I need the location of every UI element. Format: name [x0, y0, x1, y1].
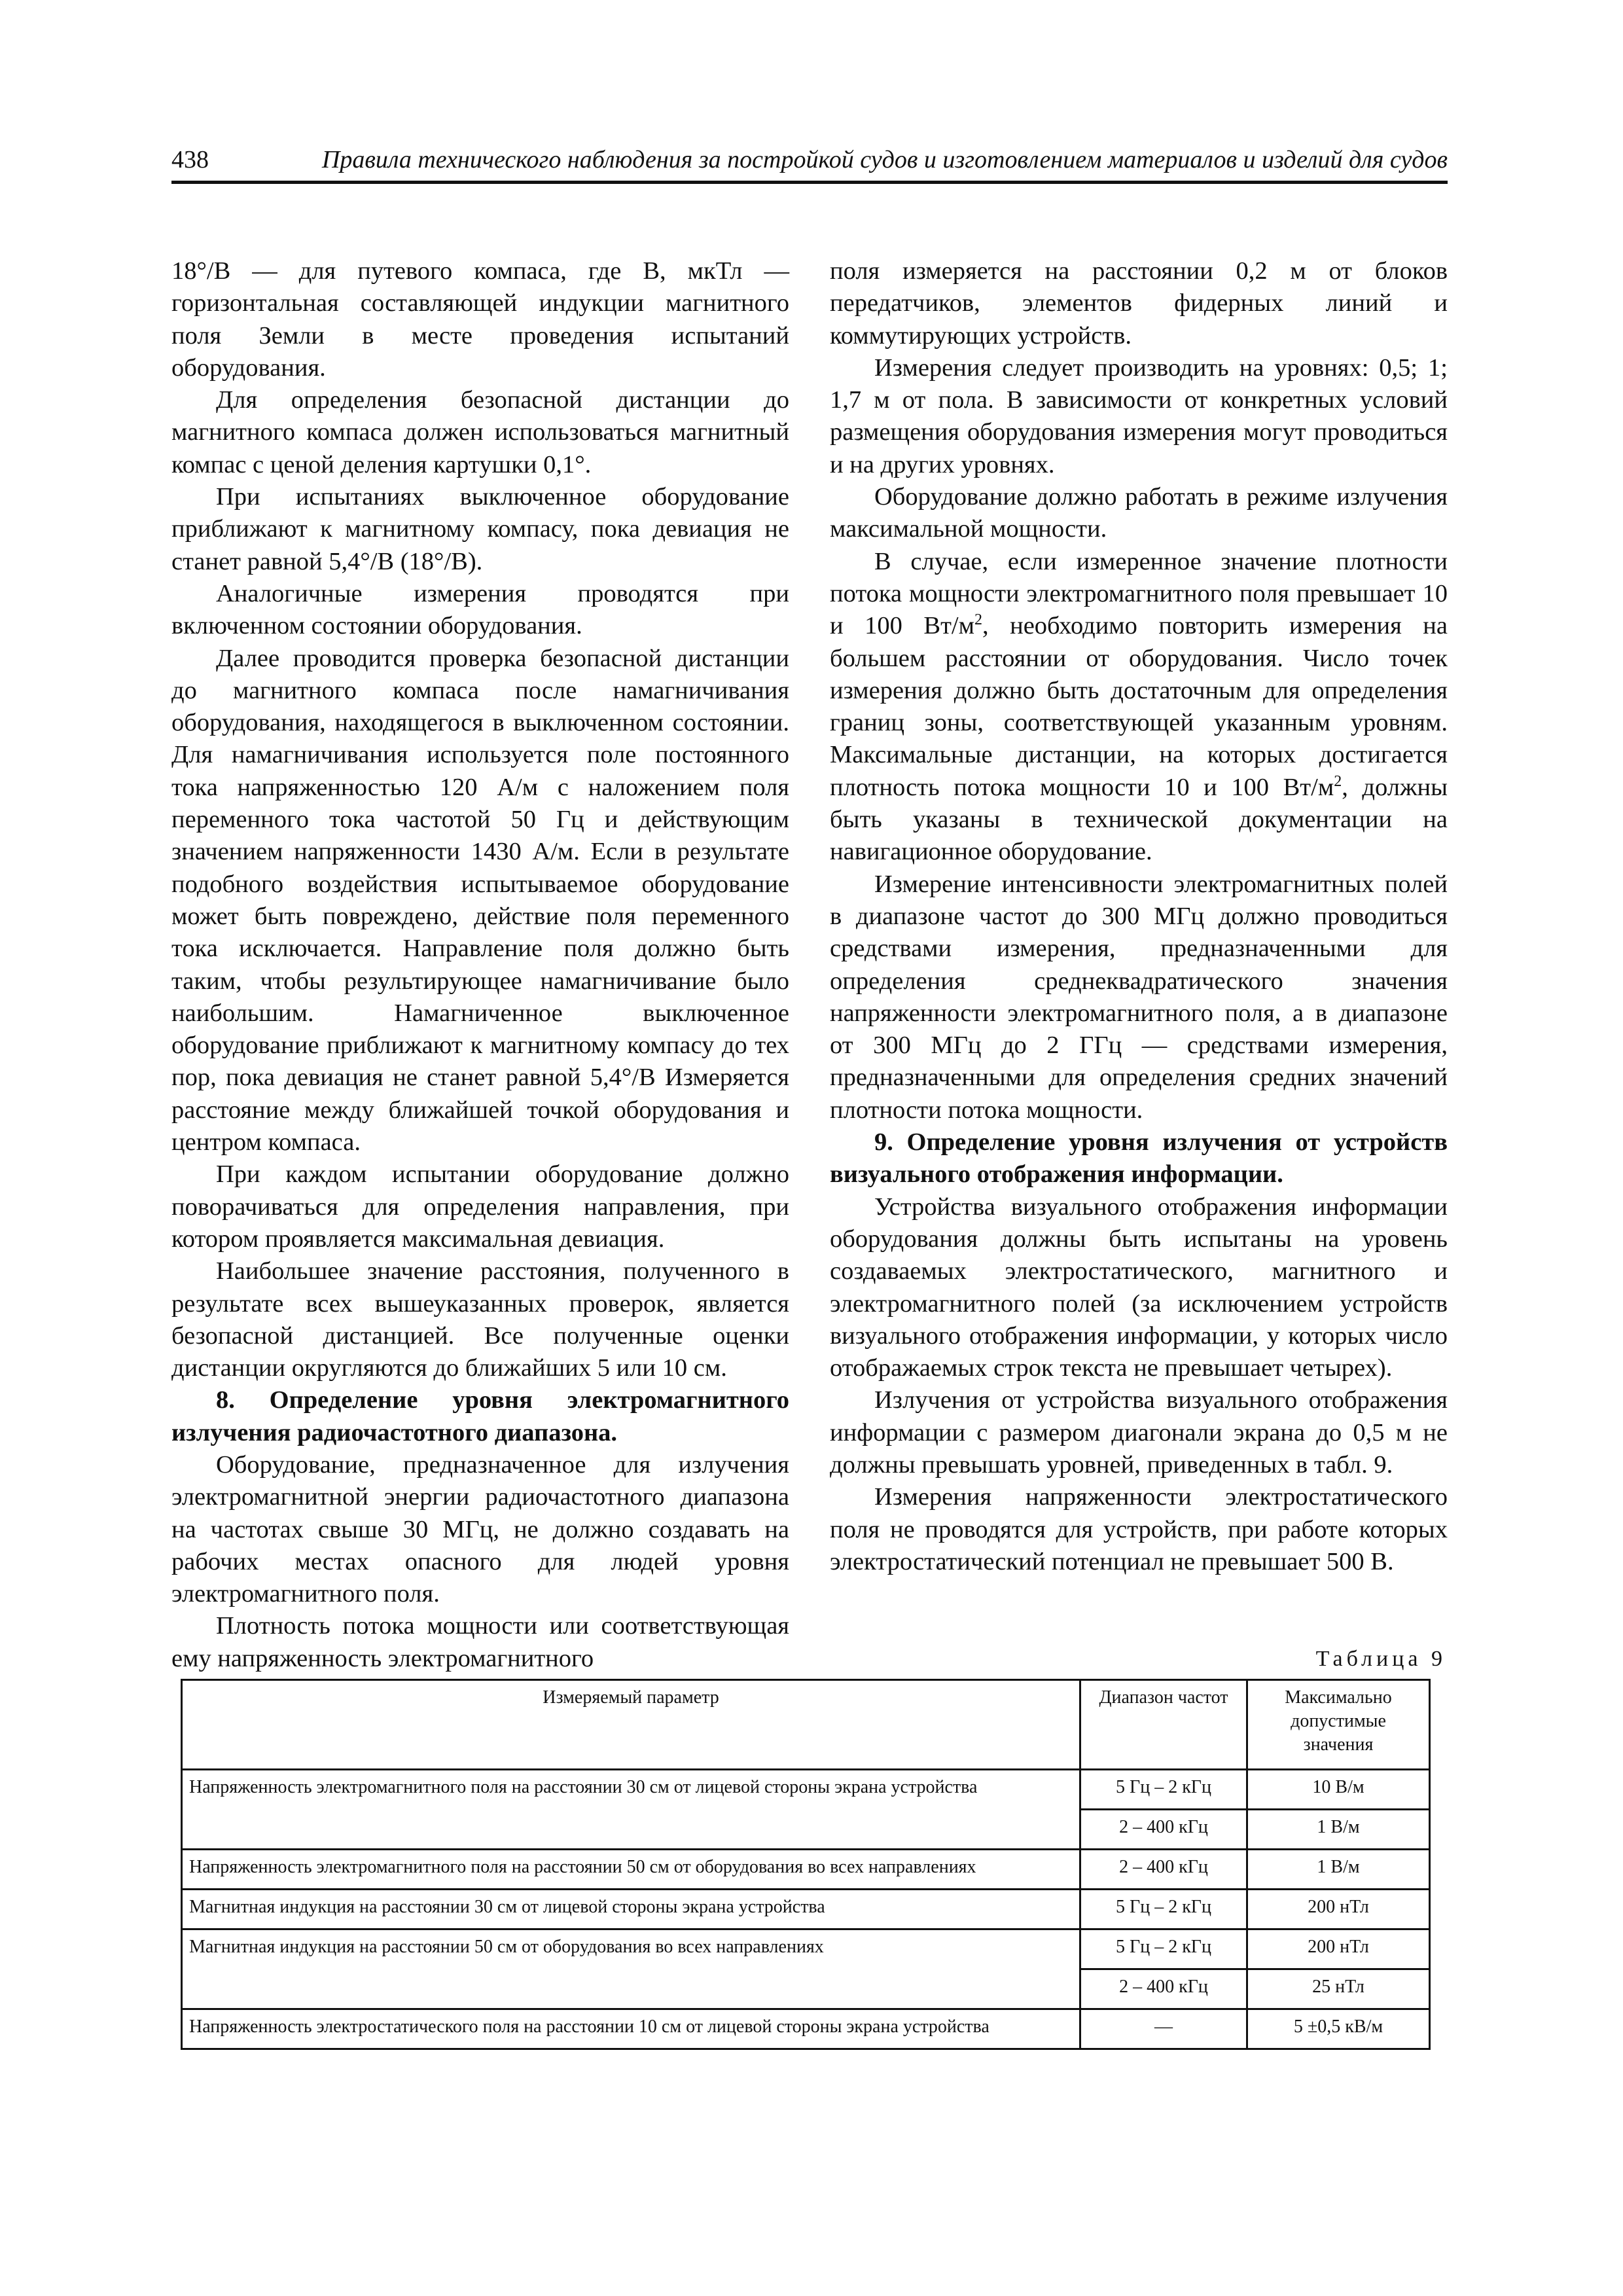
- paragraph: Для определения безопасной дистанции до магнитного компаса должен использоваться магнитный компас с ценой деления картушки 0,1°.: [171, 386, 789, 478]
- paragraph-power-density: [830, 546, 1448, 869]
- range-cell: —: [1080, 2009, 1247, 2049]
- header-cell-range: Диапазон частот: [1080, 1680, 1247, 1770]
- table-row: [182, 1929, 1430, 1969]
- paragraph: 18°/B — для путевого компаса, где B, мкТл — горизонтальная составляющей индукции магнитного поля Земли в месте проведения испытаний оборудования.: [171, 257, 789, 382]
- paragraph: Излучения от устройства визуального отображения информации с размером диагонали экрана до 0,5 м не должны превышать уровней, приведенных в табл. 9.: [830, 1386, 1448, 1479]
- limit-cell: 1 В/м: [1247, 1850, 1430, 1890]
- section-heading-9: 9. Определение уровня излучения от устройств визуального отображения информации.: [830, 1128, 1448, 1189]
- header-cell-limit: Максимально допустимые значения: [1247, 1680, 1430, 1770]
- param-cell: Напряженность электромагнитного поля на расстоянии 50 см от оборудования во всех направлениях: [182, 1850, 1080, 1890]
- header-rule: [171, 181, 1448, 184]
- param-cell: Напряженность электростатического поля на расстоянии 10 см от лицевой стороны экрана устройства: [182, 2009, 1080, 2049]
- range-cell: 5 Гц – 2 кГц: [1080, 1890, 1247, 1929]
- limit-cell: 5 ±0,5 кВ/м: [1247, 2009, 1430, 2049]
- limit-cell: 200 нТл: [1247, 1890, 1430, 1929]
- text-span: В случае, если измеренное значение плотности потока мощности электромагнитного поля превышает 10 и 100 Вт/м: [830, 547, 1448, 640]
- header-cell-parameter: Измеряемый параметр: [182, 1680, 1080, 1770]
- paragraph: Наибольшее значение расстояния, полученного в результате всех вышеуказанных проверок, является безопасной дистанцией. Все полученные оценки дистанции округляются до ближайших 5 или 10 см.: [171, 1257, 789, 1382]
- text-span: , должны быть указаны в технической документации на навигационное оборудование.: [830, 773, 1448, 866]
- text-span: , необходимо повторить измерения на большем расстоянии от оборудования. Число точек измерения должно быть достаточным для определения границ зоны, соответствующей указанным уровням. Максимальные дистанции, на которых достигается плотность потока мощности 10 и 100 Вт/м: [830, 612, 1448, 801]
- section-heading-8: 8. Определение уровня электромагнитного излучения радиочастотного диапазона.: [171, 1386, 789, 1446]
- table-row: [182, 1770, 1430, 1810]
- range-cell: 2 – 400 кГц: [1080, 1850, 1247, 1890]
- superscript: 2: [974, 611, 982, 629]
- paragraph: поля измеряется на расстоянии 0,2 м от блоков передатчиков, элементов фидерных линий и коммутирующих устройств.: [830, 257, 1448, 350]
- table-caption: Таблица 9: [1315, 1647, 1446, 1671]
- paragraph: Плотность потока мощности или соответствующая ему напряженность электромагнитного: [171, 1612, 789, 1672]
- param-cell: Магнитная индукция на расстоянии 30 см от лицевой стороны экрана устройства: [182, 1890, 1080, 1929]
- paragraph: При каждом испытании оборудование должно поворачиваться для определения направления, при котором проявляется максимальная девиация.: [171, 1160, 789, 1253]
- paragraph: Аналогичные измерения проводятся при включенном состоянии оборудования.: [171, 579, 789, 640]
- paragraph: Измерение интенсивности электромагнитных полей в диапазоне частот до 300 МГц должно проводиться средствами измерения, предназначенными для определения среднеквадратического значения напряженности электромагнитного поля, а в диапазоне от 300 МГц до 2 ГГц — средствами измерения, предназначенными для определения средних значений плотности потока мощности.: [830, 870, 1448, 1124]
- range-cell: 5 Гц – 2 кГц: [1080, 1770, 1247, 1810]
- running-title: Правила технического наблюдения за постройкой судов и изготовлением материалов и изделий для судов: [321, 146, 1448, 173]
- limit-cell: 10 В/м: [1247, 1770, 1430, 1810]
- range-cell: 2 – 400 кГц: [1080, 1969, 1247, 2009]
- paragraph: Оборудование, предназначенное для излучения электромагнитной энергии радиочастотного диапазона на частотах свыше 30 МГц, не должно создавать на рабочих местах опасного для людей уровня электромагнитного поля.: [171, 1450, 789, 1608]
- page-number: 438: [171, 146, 209, 173]
- right-column: [830, 255, 1448, 1578]
- param-cell: Магнитная индукция на расстоянии 50 см от оборудования во всех направлениях: [182, 1929, 1080, 2009]
- table-row: [182, 1850, 1430, 1890]
- limit-cell: 25 нТл: [1247, 1969, 1430, 2009]
- superscript: 2: [1334, 772, 1342, 790]
- table-row: [182, 1890, 1430, 1929]
- paragraph: Устройства визуального отображения информации оборудования должны быть испытаны на уровень создаваемых электростатического, магнитного и электромагнитного полей (за исключением устройств визуального отображения информации, у которых число отображаемых строк текста не превышает четырех).: [830, 1193, 1448, 1382]
- limit-cell: 1 В/м: [1247, 1810, 1430, 1850]
- param-cell: Напряженность электромагнитного поля на расстоянии 30 см от лицевой стороны экрана устройства: [182, 1770, 1080, 1850]
- paragraph: Оборудование должно работать в режиме излучения максимальной мощности.: [830, 483, 1448, 543]
- range-cell: 5 Гц – 2 кГц: [1080, 1929, 1247, 1969]
- paragraph: Далее проводится проверка безопасной дистанции до магнитного компаса после намагничивания оборудования, находящегося в выключенном состоянии. Для намагничивания используется поле постоянного тока напряженностью 120 А/м с наложением поля переменного тока частотой 50 Гц и действующим значением напряженности 1430 А/м. Если в результате подобного воздействия испытываемое оборудование может быть повреждено, действие поля переменного тока исключается. Направление поля должно быть таким, чтобы результирующее намагничивание было наибольшим. Намагниченное выключенное оборудование приближают к магнитному компасу до тех пор, пока девиация не станет равной 5,4°/B Измеряется расстояние между ближайшей точкой оборудования и центром компаса.: [171, 644, 789, 1157]
- table-header-row: [182, 1680, 1430, 1770]
- table-row: [182, 2009, 1430, 2049]
- page-header: [171, 135, 1448, 187]
- limits-table: [181, 1679, 1431, 2050]
- left-column: [171, 255, 789, 1675]
- range-cell: 2 – 400 кГц: [1080, 1810, 1247, 1850]
- paragraph: Измерения напряженности электростатического поля не проводятся для устройств, при работе которых электростатический потенциал не превышает 500 В.: [830, 1483, 1448, 1575]
- paragraph: При испытаниях выключенное оборудование приближают к магнитному компасу, пока девиация не станет равной 5,4°/B (18°/B).: [171, 483, 789, 575]
- paragraph: Измерения следует производить на уровнях: 0,5; 1; 1,7 м от пола. В зависимости от конкретных условий размещения оборудования измерения могут проводиться и на других уровнях.: [830, 353, 1448, 478]
- limit-cell: 200 нТл: [1247, 1929, 1430, 1969]
